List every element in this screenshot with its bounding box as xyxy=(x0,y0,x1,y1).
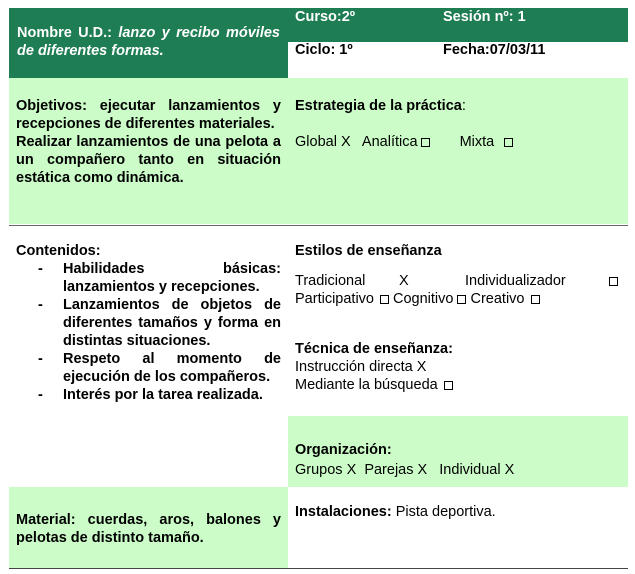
technique-busqueda-row xyxy=(295,376,621,394)
unit-name-label: Nombre U.D.: xyxy=(17,25,112,41)
individualizador-checkbox xyxy=(609,277,618,286)
objectives-text-2: Realizar lanzamientos de una pelota a un compañero tanto en situación estática como dinámica. xyxy=(16,134,281,186)
installations-value: Pista deportiva. xyxy=(395,504,496,520)
analitica-checkbox xyxy=(421,138,430,147)
installations-cell xyxy=(288,487,628,568)
list-item-text: Interés por la tarea realizada. xyxy=(63,387,263,403)
strategy-title: Estrategia de la práctica xyxy=(295,98,462,114)
technique-directa: Instrucción directa X xyxy=(295,359,427,375)
org-grupos: Grupos X xyxy=(295,462,357,478)
course-label: Curso:2º xyxy=(295,9,356,25)
list-dash: - xyxy=(38,297,43,313)
contents-cell xyxy=(9,226,288,487)
style-tradicional: Tradicional xyxy=(295,273,366,289)
creativo-checkbox xyxy=(531,295,540,304)
contents-title: Contenidos: xyxy=(16,243,101,259)
list-item xyxy=(16,386,281,404)
unit-name-value: lanzo y recibo móviles de diferentes formas. xyxy=(17,25,280,59)
busqueda-checkbox xyxy=(444,381,453,390)
list-item xyxy=(16,260,281,296)
cognitivo-checkbox xyxy=(457,295,466,304)
date-label: Fecha:07/03/11 xyxy=(443,42,546,58)
list-dash: - xyxy=(38,351,43,367)
technique-busqueda: Mediante la búsqueda xyxy=(295,377,438,393)
objectives-text-1: Objetivos: ejecutar lanzamientos y recepciones de diferentes materiales. xyxy=(16,98,281,132)
strategy-colon: : xyxy=(461,98,466,114)
material-text: Material: cuerdas, aros, balones y pelotas de distinto tamaño. xyxy=(16,512,281,546)
list-item-text: Habilidades básicas: lanzamientos y recepciones. xyxy=(63,261,281,295)
style-creativo: Creativo xyxy=(470,291,525,307)
organization-cell xyxy=(288,416,628,487)
style-participativo: Participativo xyxy=(295,291,374,307)
cycle-label: Ciclo: 1º xyxy=(295,42,353,58)
strategy-cell xyxy=(288,78,628,224)
technique-title: Técnica de enseñanza: xyxy=(295,341,453,357)
list-item-text: Respeto al momento de ejecución de los compañeros. xyxy=(63,351,281,385)
org-parejas: Parejas X xyxy=(364,462,428,478)
list-dash: - xyxy=(38,261,43,277)
styles-row-2 xyxy=(295,290,621,308)
installations-label: Instalaciones: xyxy=(295,504,392,520)
styles-cell xyxy=(288,226,628,416)
org-individual: Individual X xyxy=(439,462,515,478)
mixta-checkbox xyxy=(504,138,513,147)
strategy-options xyxy=(295,133,621,151)
style-cognitivo: Cognitivo xyxy=(393,291,454,307)
strategy-mixta: Mixta xyxy=(459,134,495,150)
styles-row-1 xyxy=(295,272,621,290)
list-item-text: Lanzamientos de objetos de diferentes tamaños y forma en distintas situaciones. xyxy=(63,297,281,349)
course-session-cell xyxy=(288,8,628,41)
organization-title: Organización: xyxy=(295,442,392,458)
style-individualizador: Individualizador xyxy=(465,273,566,289)
styles-title: Estilos de enseñanza xyxy=(295,243,442,259)
list-item xyxy=(16,296,281,350)
style-tradicional-mark: X xyxy=(399,273,409,289)
list-dash: - xyxy=(38,387,43,403)
strategy-global: Global X xyxy=(295,134,351,150)
unit-name-cell xyxy=(9,8,288,78)
strategy-analitica: Analítica xyxy=(361,134,418,150)
objectives-cell xyxy=(9,78,288,224)
contents-list xyxy=(16,260,281,404)
list-item xyxy=(16,350,281,386)
organization-options xyxy=(295,461,621,479)
participativo-checkbox xyxy=(380,295,389,304)
session-label: Sesión nº: 1 xyxy=(443,9,526,25)
material-cell xyxy=(9,487,288,568)
cycle-date-cell xyxy=(288,41,628,78)
